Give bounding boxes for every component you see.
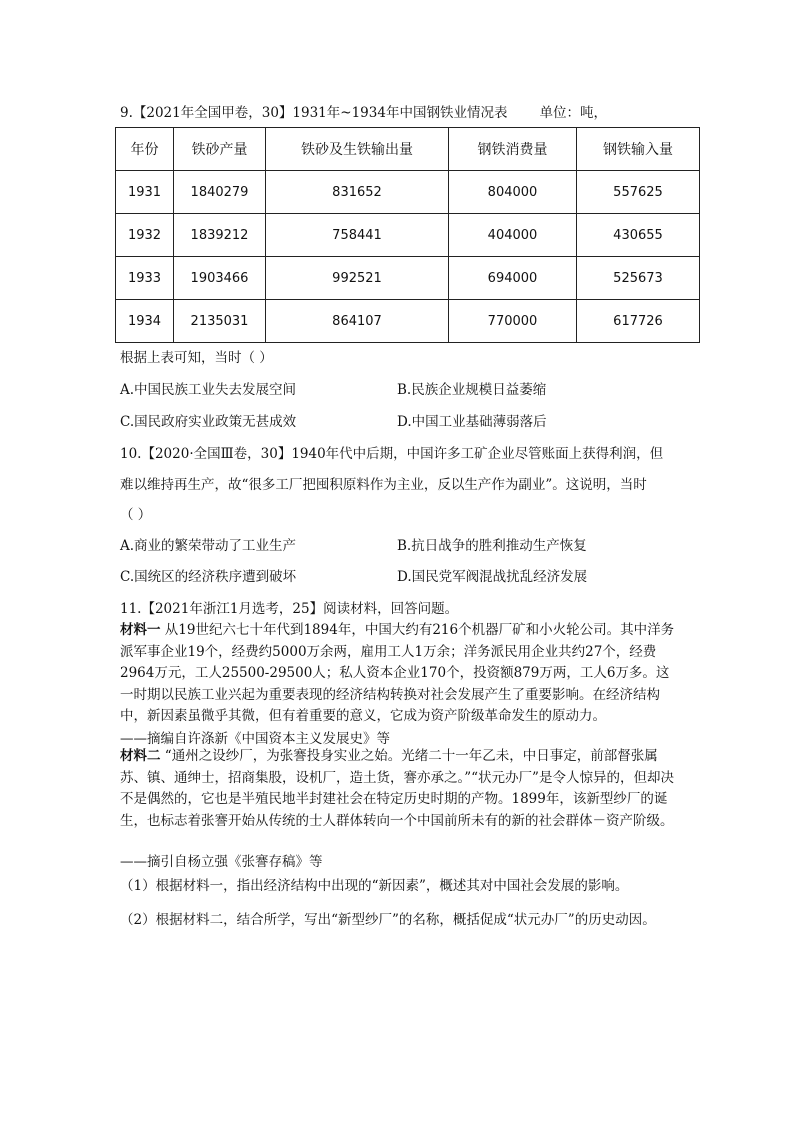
steel-industry-table bbox=[115, 127, 700, 343]
question-9-prompt: 根据上表可知，当时（ ） bbox=[120, 350, 273, 366]
table-row bbox=[116, 257, 700, 300]
question-10-line-1: 10.【2020·全国Ⅲ卷，30】1940年代中后期，中国许多工矿企业尽管账面上获得利润，但 bbox=[120, 446, 664, 462]
option-b: B.抗日战争的胜利推动生产恢复 bbox=[397, 538, 587, 554]
table-cell: 617726 bbox=[577, 300, 700, 343]
option-c: C.国统区的经济秩序遭到破坏 bbox=[120, 569, 297, 585]
question-11-stem: 11.【2021年浙江1月选考，25】阅读材料，回答问题。 bbox=[120, 601, 459, 617]
table-cell: 831652 bbox=[266, 171, 449, 214]
material-1-source: ——摘编自许涤新《中国资本主义发展史》等 bbox=[120, 731, 390, 747]
material-1 bbox=[120, 620, 680, 728]
option-a: A.商业的繁荣带动了工业生产 bbox=[120, 538, 297, 554]
table-unit: 单位：吨， bbox=[539, 105, 607, 121]
table-cell: 2135031 bbox=[174, 300, 266, 343]
table-cell: 430655 bbox=[577, 214, 700, 257]
material-1-text: 从19世纪六七十年代到1894年，中国大约有216个机器厂矿和小火轮公司。其中洋务派军事企业19个，经费约5000万余两，雇用工人1万余；洋务派民用企业共约27个，经费2964万元，工人25500-29500人；私人资本企业170个，投资额879万两，工人6万多。这一时期以民族工业兴起为重要表现的经济结构转换对社会发展产生了重要影响。在经济结构中，新因素虽微乎其微，但有着重要的意义，它成为资产阶级革命发生的原动力。 bbox=[120, 622, 675, 724]
table-header-cell: 年份 bbox=[116, 128, 174, 171]
table-cell: 758441 bbox=[266, 214, 449, 257]
table-cell: 1839212 bbox=[174, 214, 266, 257]
table-cell: 864107 bbox=[266, 300, 449, 343]
material-2-text: “通州之设纱厂，为张謇投身实业之始。光绪二十一年乙未，中日事定，前部督张属苏、镇、通绅士，招商集股，设机厂，造土货，謇亦承之。”“状元办厂”是令人惊异的，但却决不是偶然的，它也是半殖民地半封建社会在特定历史时期的产物。1899年，该新型纱厂的诞生，也标志着张謇开始从传统的士人群体转向一个中国前所未有的新的社会群体－资产阶级。 bbox=[120, 748, 674, 829]
question-10-line-2: 难以维持再生产，故“很多工厂把囤积原料作为主业，反以生产作为副业”。这说明，当时 bbox=[120, 477, 647, 493]
question-9-title: 9.【2021年全国甲卷，30】1931年~1934年中国钢铁业情况表 bbox=[120, 105, 508, 121]
table-header-cell: 钢铁消费量 bbox=[449, 128, 577, 171]
table-cell: 992521 bbox=[266, 257, 449, 300]
table-cell: 804000 bbox=[449, 171, 577, 214]
material-2 bbox=[120, 746, 680, 832]
table-cell: 557625 bbox=[577, 171, 700, 214]
table-cell: 1931 bbox=[116, 171, 174, 214]
table-cell: 1933 bbox=[116, 257, 174, 300]
table-header-cell: 铁砂产量 bbox=[174, 128, 266, 171]
option-d: D.中国工业基础薄弱落后 bbox=[397, 414, 547, 430]
material-2-source: ——摘引自杨立强《张謇存稿》等 bbox=[120, 854, 323, 870]
option-c: C.国民政府实业政策无甚成效 bbox=[120, 414, 297, 430]
table-header-row bbox=[116, 128, 700, 171]
option-b: B.民族企业规模日益萎缩 bbox=[397, 382, 547, 398]
table-cell: 525673 bbox=[577, 257, 700, 300]
table-cell: 1840279 bbox=[174, 171, 266, 214]
table-cell: 1903466 bbox=[174, 257, 266, 300]
material-1-label: 材料一 bbox=[120, 622, 161, 638]
table-row bbox=[116, 300, 700, 343]
table-cell: 1934 bbox=[116, 300, 174, 343]
table-header-cell: 铁砂及生铁输出量 bbox=[266, 128, 449, 171]
table-cell: 694000 bbox=[449, 257, 577, 300]
question-10-line-3: （ ） bbox=[120, 507, 152, 523]
table-header-cell: 钢铁输入量 bbox=[577, 128, 700, 171]
option-a: A.中国民族工业失去发展空间 bbox=[120, 382, 297, 398]
table-row bbox=[116, 171, 700, 214]
option-d: D.国民党军阀混战扰乱经济发展 bbox=[397, 569, 588, 585]
table-row bbox=[116, 214, 700, 257]
sub-question-1: （1）根据材料一，指出经济结构中出现的“新因素”，概述其对中国社会发展的影响。 bbox=[120, 878, 629, 894]
sub-question-2: （2）根据材料二，结合所学，写出“新型纱厂”的名称，概括促成“状元办厂”的历史动因。 bbox=[120, 912, 656, 928]
question-9-stem bbox=[120, 101, 607, 121]
table-cell: 404000 bbox=[449, 214, 577, 257]
table-cell: 770000 bbox=[449, 300, 577, 343]
material-2-label: 材料二 bbox=[120, 748, 161, 764]
table-cell: 1932 bbox=[116, 214, 174, 257]
